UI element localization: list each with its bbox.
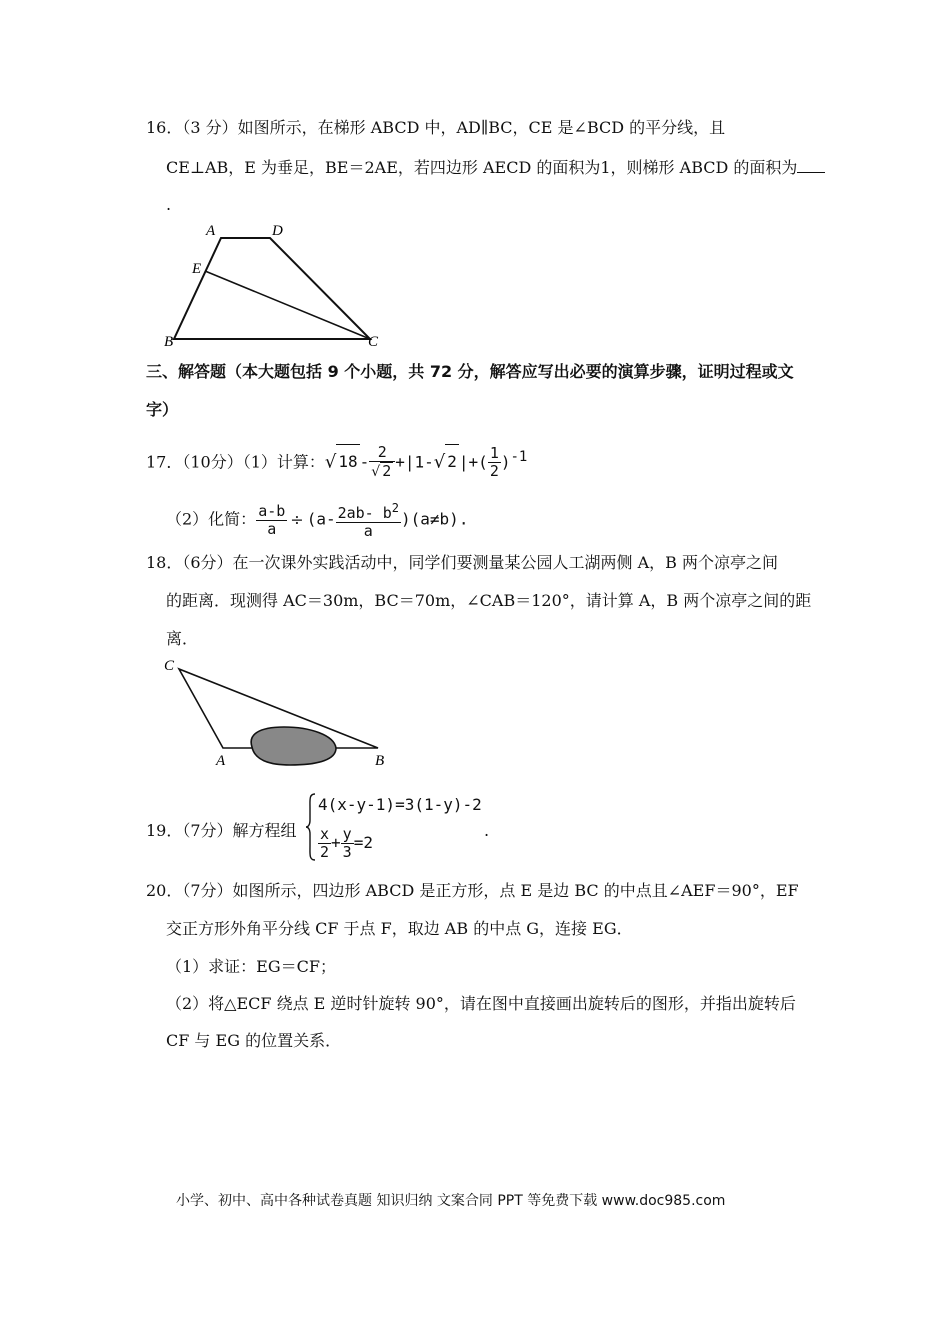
abs-inner: 1- (414, 452, 434, 472)
q20-line4: （2）将△ECF 绕点 E 逆时针旋转 90°，请在图中直接画出旋转后的图形，并指出旋转后 (166, 994, 796, 1013)
q18-line1: 18．（6分）在一次课外实践活动中，同学们要测量某公园人工湖两侧 A，B 两个凉亭之间 (146, 553, 779, 572)
eq2-y: y (342, 825, 352, 843)
fig16-label-E: E (192, 261, 202, 277)
q16-line2 (166, 156, 825, 179)
answer-blank (797, 156, 825, 173)
frac3-sup: 2 (391, 501, 400, 515)
section3-line2: 字） (146, 400, 179, 419)
half-num: 1 (489, 444, 499, 463)
q17-line2 (166, 500, 468, 540)
frac3-den: a (363, 522, 373, 540)
paren-open: (a- (306, 509, 336, 529)
frac2-num: a-b (258, 501, 286, 520)
frac1-num: 2 (369, 444, 395, 462)
fig18-label-C: C (164, 658, 175, 674)
page-footer: 小学、初中、高中各种试卷真题 知识归纳 文案合同 PPT 等免费下载 www.doc985.com (176, 1193, 726, 1209)
q17-part2-prefix: （2）化简： (166, 509, 257, 529)
frac-a-b-over-a (256, 503, 287, 538)
frac1-den: 2 (382, 462, 392, 481)
frac-y-over-3 (341, 826, 354, 861)
q19-eq2: $\frac{x}{2}$ + $\frac{y}{3}$ =2 (320, 825, 373, 861)
q20-line5: CF 与 EG 的位置关系． (166, 1031, 342, 1050)
section3-line1: 三、解答题（本大题包括 9 个小题，共 72 分，解答应写出必要的演算步骤，证明过程或文 (146, 362, 794, 381)
frac-2ab-b2-over-a (336, 500, 401, 540)
eq2-rhs: =2 (353, 833, 373, 852)
frac-x-over-2 (318, 826, 331, 861)
sqrt18: 18 (336, 444, 359, 479)
fig16-label-C: C (368, 334, 379, 350)
q19-prefix: 19．（7分）解方程组 (146, 821, 297, 840)
q19-eq1: 4(x-y-1)=3(1-y)-2 (318, 795, 482, 814)
q16-line3: . (166, 195, 172, 214)
sqrt-symbol-1: √ (324, 451, 337, 473)
fig16-label-B: B (164, 334, 174, 350)
eq2-x: x (320, 825, 330, 843)
q20-line1: 20．（7分）如图所示，四边形 ABCD 是正方形，点 E 是边 BC 的中点且∠AEF＝90°，EF (146, 881, 799, 900)
q16-line2-text: CE⊥AB，E 为垂足，BE＝2AE，若四边形 AECD 的面积为1，则梯形 ABCD 的面积为 (166, 158, 798, 177)
trapezoid-figure (160, 218, 400, 348)
lake-shape (251, 727, 336, 765)
q17-prefix: 17．（10分）（1）计算： (146, 452, 325, 472)
q20-line2: 交正方形外角平分线 CF 于点 F，取边 AB 的中点 G，连接 EG． (166, 919, 633, 938)
fig18-label-B: B (375, 753, 385, 769)
abs-sqrt2: 2 (445, 444, 459, 479)
fig16-label-D: D (272, 223, 283, 239)
lake-figure (160, 655, 400, 770)
q18-line3: 离． (166, 629, 199, 648)
exp-neg1: -1 (510, 449, 528, 465)
q17-tail: )(a≠b). (401, 509, 469, 529)
frac3-num: 2ab- b (337, 504, 392, 522)
frac-half (488, 445, 501, 480)
frac2-den: a (267, 519, 277, 538)
system-brace (305, 792, 317, 862)
half-den: 2 (489, 462, 499, 481)
div-sign: ÷ (290, 509, 304, 529)
fig18-label-A: A (216, 753, 226, 769)
q18-line2: 的距离．现测得 AC＝30m，BC＝70m，∠CAB＝120°，请计算 A，B 两个凉亭之间的距 (166, 591, 812, 610)
eq2-2: 2 (320, 843, 330, 861)
q19-suffix: . (484, 821, 490, 840)
eq2-3: 3 (342, 843, 352, 861)
q20-line3: （1）求证：EG＝CF； (166, 957, 336, 976)
frac-2-over-sqrt2: $\frac{2}{√ 2}$ (369, 444, 395, 481)
fig16-label-A: A (206, 223, 216, 239)
q17-line1: 17．（10分）（1）计算：√ 18 - $\frac{2}{√ 2}$ +|1-√ 2 |+( $\frac{1}{2}$ )$^{-1}$ (146, 443, 528, 481)
q16-line1: 16．（3 分）如图所示，在梯形 ABCD 中，AD∥BC，CE 是∠BCD 的平分线，且 (146, 118, 726, 137)
